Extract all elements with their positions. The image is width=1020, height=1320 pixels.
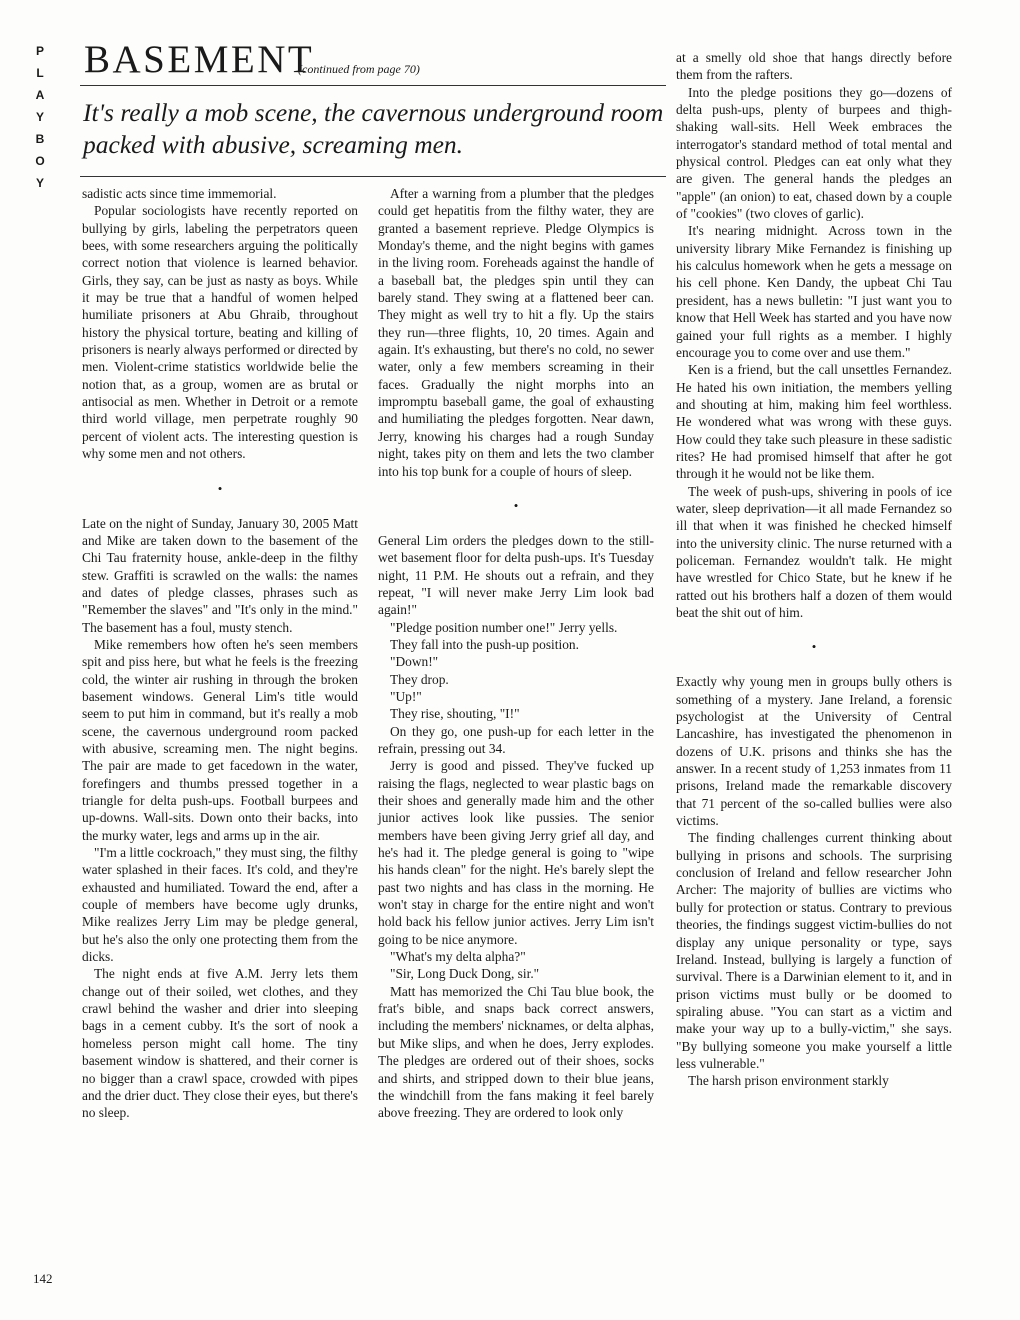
body-paragraph: Matt has memorized the Chi Tau blue book, the frat's bible, and snaps back correct answers, including the members' nicknames, or delta alphas, but Mike slips, and when he does, Jerry explodes. The pledges are ordered out of their shoes, socks and shirts, and stripped down to their blue jeans, the windchill from the fans making it feel barely above freezing. They are ordered to look only <box>378 983 654 1121</box>
pull-quote: It's really a mob scene, the cavernous underground room packed with abusive, screaming men. <box>83 98 664 159</box>
body-paragraph: The night ends at five A.M. Jerry lets them change out of their soiled, wet clothes, and they crawl behind the washer and drier into sleeping bags in a cement cubby. It's the sort of nook a homeless person might call home. The tiny basement window is shattered, and their corner is no bigger than a crawl space, crowded with pipes and the drier duct. They close their eyes, but there's no sleep. <box>82 966 358 1121</box>
sidebar-letter: O <box>35 154 45 168</box>
body-paragraph: "I'm a little cockroach," they must sing, the filthy water splashed in their faces. It's cold, and they're exhausted and humiliated. Toward the end, after a couple of members have become ugly drunks, Mike realizes Jerry Lim may be pledge general, but he's also the only one protecting them from the dicks. <box>82 845 358 965</box>
body-paragraph: "Down!" <box>390 654 439 670</box>
sidebar-letter: Y <box>35 110 44 124</box>
magazine-sidebar-logo <box>30 40 50 194</box>
body-paragraph: The week of push-ups, shivering in pools of ice water, sleep deprivation—it all made Fernandez so ill that when it was finished he checked himself into the university clinic. The nurse returned with a policeman. Fernandez wouldn't talk. He might have wrestled for Chico State, but he knew if he ratted out his brothers half a dozen of them would beat the shit out of him. <box>676 483 952 620</box>
body-paragraph: "What's my delta alpha?" <box>390 949 526 965</box>
sidebar-letter: Y <box>35 176 44 190</box>
section-separator: • <box>513 497 519 513</box>
body-paragraph: They fall into the push-up position. <box>390 636 579 652</box>
body-paragraph: "Sir, Long Duck Dong, sir." <box>390 966 540 982</box>
body-paragraph: It's nearing midnight. Across town in the university library Mike Fernandez is finishing up his calculus homework when he gets a message on his cell phone. Ken Dandy, the upbeat Chi Tau president, has a news bulletin: "I just want you to know that Hell Week has started and you have now gained your full rights as a member. I highly encourage you to come over and use them." <box>676 223 952 360</box>
body-paragraph: "Pledge position number one!" Jerry yells. <box>390 619 618 635</box>
continued-note: (continued from page 70) <box>298 62 420 76</box>
body-paragraph: The harsh prison environment starkly <box>688 1073 889 1089</box>
top-rule <box>80 85 666 86</box>
body-paragraph: The finding challenges current thinking about bullying in prisons and schools. The surprising conclusion of Ireland and fellow researcher John Archer: The majority of bullies are victims who bully for protection or status. Contrary to previous theories, the findings suggest victim-bullies do not display any unique personality or type, says Ireland. Instead, bullying is largely a function of survival. There is a Darwinian element to it, and in prison victims must bully or be doomed to spiraling abuse. "You can start as a victim and make your way up to a bully-victim," she says. "By bullying someone you make yourself a little less vulnerable." <box>676 830 952 1071</box>
body-paragraph: General Lim orders the pledges down to the still-wet basement floor for delta push-ups. It's Tuesday night, 11 P.M. He shouts out a refrain, and they repeat, "I will never make Jerry Lim look bad again!" <box>378 532 654 618</box>
body-paragraph: Into the pledge positions they go—dozens of delta push-ups, plenty of burpees and thigh-shaking wall-sits. Hell Week embraces the interrogator's standard method of total mental and physical control. Pledges can eat only what they are given. The general hands the pledges an "apple" (an onion) to eat, chased down by a couple of "cookies" (two cloves of garlic). <box>676 84 952 222</box>
body-paragraph: Jerry is good and pissed. They've fucked up raising the flags, neglected to wear plastic bags on their shoes and generally made him and the other junior actives look like pussies. The senior members have been giving Jerry grief all day, and he's had it. The pledge general is going to "wipe his hands clean" for the night. He's barely slept the past two nights and has class in the morning. He won't stay in charge for the entire night and won't hold back his fellow junior actives. Jerry Lim isn't going to be nice anymore. <box>378 758 654 947</box>
body-paragraph: They drop. <box>390 671 449 687</box>
body-paragraph: at a smelly old shoe that hangs directly before them from the rafters. <box>676 50 952 83</box>
text-column-3 <box>676 49 952 1090</box>
body-paragraph: "Up!" <box>390 688 422 704</box>
bottom-rule <box>80 176 666 177</box>
body-paragraph: Exactly why young men in groups bully others is something of a mystery. Jane Ireland, a forensic psychologist at the University of Central Lancashire, has investigated the phenomenon in dozens of U.K. prisons and thinks she has the answer. In a recent study of 1,253 inmates from 11 prisons, Ireland made the remarkable discovery that 71 percent of the so-called bullies were also victims. <box>676 674 952 829</box>
body-paragraph: They rise, shouting, "I!" <box>390 706 520 722</box>
body-paragraph: Ken is a friend, but the call unsettles Fernandez. He hated his own initiation, the members yelling and shouting at him, making him feel worthless. He wondered what was wrong with these guys. How could they take such pleasure in these sadistic rites? He had promised himself that after he got through it he would not be like them. <box>676 362 952 482</box>
article-headline: BASEMENT <box>84 38 315 81</box>
body-paragraph: Popular sociologists have recently reported on bullying by girls, labeling the perpetrators queen bees, with some researchers arguing the politically correct notion that violence is learned behavior. Girls, they say, can be just as nasty as boys. While it may be true that a handful of women helped humiliate prisoners at Abu Ghraib, throughout history the physical torture, beating and killing of prisoners is nearly always performed or directed by men. Violent-crime statistics worldwide belie the notion that, as a group, women are as brutal or antisocial as men. Whether in Detroit or a remote third world village, men perpetrate roughly 90 percent of violent acts. The interesting question is why some men and not others. <box>82 203 358 462</box>
body-paragraph: On they go, one push-up for each letter in the refrain, pressing out 34. <box>378 723 654 756</box>
text-column-2 <box>378 185 654 1122</box>
body-paragraph: sadistic acts since time immemorial. <box>82 186 277 201</box>
text-column-1 <box>82 185 358 1122</box>
sidebar-letter: L <box>36 66 44 80</box>
body-paragraph: After a warning from a plumber that the pledges could get hepatitis from the filthy water, they are granted a basement reprieve. Pledge Olympics is Monday's theme, and the night begins with games in the living room. Foreheads against the handle of a baseball bat, the pledges spin until they can barely stand. They swing at a flattened beer can. They might as well try to hit a fly. Up the stairs they run—three flights, 10, 20 times. Again and again. It's exhausting, but there's no cold, no sewer water, only a few members screaming in their faces. Gradually the night morphs into an impromptu baseball game, the goal of exhausting and humiliating the pledges forgotten. Near dawn, Jerry, knowing his charges had a rough Sunday night, takes pity on them and lets the two clamber into his top bunk for a couple of hours of sleep. <box>378 186 654 479</box>
section-separator: • <box>217 480 223 496</box>
body-paragraph: Mike remembers how often he's seen members spit and piss here, but what he feels is the freezing cold, the winter air rushing in through the broken basement windows. General Lim's title would seem to put him in command, but it's really a mob scene, the cavernous underground room packed with abusive, screaming men. The night begins. The pair are made to get facedown in the water, forefingers and thumbs pressed together in a triangle for delta push-ups. Football burpees and up-downs. Wall-sits. Down onto their backs, into the murky water, legs and arms up in the air. <box>82 636 358 843</box>
page-number: 142 <box>33 1271 53 1286</box>
sidebar-letter: P <box>35 44 44 58</box>
sidebar-letter: A <box>35 88 45 102</box>
sidebar-letter: B <box>35 132 45 146</box>
body-paragraph: Late on the night of Sunday, January 30, 2005 Matt and Mike are taken down to the basement of the Chi Tau fraternity house, ankle-deep in the filthy stew. Graffiti is scrawled on the walls: the names and dates of pledge classes, phrases such as "Remember the slaves" and "It's only in the mind." The basement has a foul, musty stench. <box>82 515 358 635</box>
section-separator: • <box>811 639 817 655</box>
